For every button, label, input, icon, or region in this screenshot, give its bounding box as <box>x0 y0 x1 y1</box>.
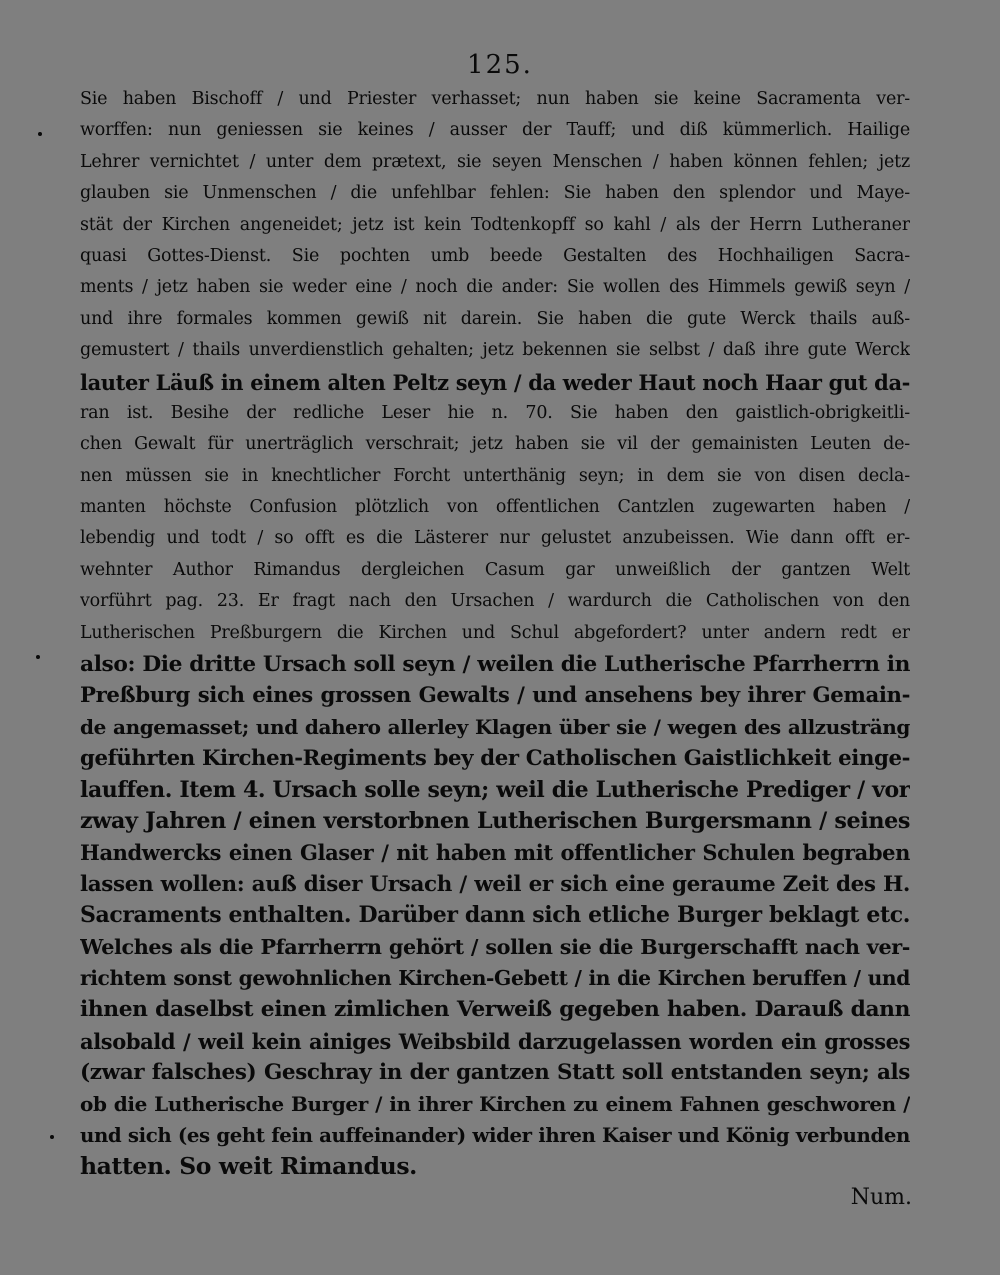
text-line: Lutherischen Preßburgern die Kirchen und Schul abgefordert? unter andern redt er <box>80 622 910 643</box>
text-line: alsobald / weil kein ainiges Weibsbild darzugelassen worden ein grosses <box>80 1028 910 1054</box>
page-number: 125. <box>467 50 533 80</box>
text-line: hatten. So weit Rimandus. <box>80 1152 417 1181</box>
text-line: nen müssen sie in knechtlicher Forcht unterthänig seyn; in dem sie von disen decla- <box>80 465 910 486</box>
text-line: ob die Lutherische Burger / in ihrer Kirchen zu einem Fahnen geschworen / <box>80 1091 910 1116</box>
text-line: chen Gewalt für unerträglich verschrait; jetz haben sie vil der gemainisten Leuten de- <box>80 434 910 455</box>
text-line: geführten Kirchen-Regiments bey der Catholischen Gaistlichkeit einge- <box>80 746 910 772</box>
text-line: wehnter Author Rimandus dergleichen Casum gar unweißlich der gantzen Welt <box>80 559 910 580</box>
margin-mark <box>38 132 42 136</box>
text-line: lassen wollen: auß diser Ursach / weil er sich eine geraume Zeit des H. <box>80 871 910 897</box>
text-line: Lehrer vernichtet / unter dem prætext, sie seyen Menschen / haben können fehlen; jetz <box>80 151 910 172</box>
text-line: Handwercks einen Glaser / nit haben mit offentlicher Schulen begraben <box>80 840 910 866</box>
text-line: ments / jetz haben sie weder eine / noch die ander: Sie wollen des Himmels gewiß seyn / <box>80 277 910 298</box>
text-line: de angemasset; und dahero allerley Klagen über sie / wegen des allzusträng <box>80 714 910 739</box>
text-line: und sich (es geht fein auffeinander) wider ihren Kaiser und König verbunden <box>80 1122 910 1147</box>
body-text <box>80 84 910 1183</box>
text-line: lauter Läuß in einem alten Peltz seyn / da weder Haut noch Haar gut da- <box>80 369 910 395</box>
text-line: quasi Gottes-Dienst. Sie pochten umb beede Gestalten des Hochhailigen Sacra- <box>80 245 910 266</box>
text-line: zway Jahren / einen verstorbnen Lutherischen Burgersmann / seines <box>80 807 910 834</box>
text-line: lebendig und todt / so offt es die Lästerer nur gelustet anzubeissen. Wie dann offt er- <box>80 528 910 549</box>
text-line: Sie haben Bischoff / und Priester verhasset; nun haben sie keine Sacramenta ver- <box>80 89 910 109</box>
text-line: gemustert / thails unverdienstlich gehalten; jetz bekennen sie selbst / daß ihre gute Werck <box>80 340 910 361</box>
text-line: Welches als die Pfarrherrn gehört / sollen sie die Burgerschafft nach ver- <box>80 934 910 959</box>
text-line: ihnen daselbst einen zimlichen Verweiß gegeben haben. Darauß dann <box>80 997 910 1023</box>
text-line: Preßburg sich eines grossen Gewalts / und ansehens bey ihrer Gemain- <box>80 683 910 709</box>
text-line: lauffen. Item 4. Ursach solle seyn; weil die Lutherische Prediger / vor <box>80 776 910 803</box>
catchword: Num. <box>850 1185 912 1210</box>
margin-mark <box>36 655 40 659</box>
text-line: stät der Kirchen angeneidet; jetz ist kein Todtenkopff so kahl / als der Herrn Lutheraner <box>80 214 910 235</box>
text-line: worffen: nun geniessen sie keines / ausser der Tauff; und diß kümmerlich. Hailige <box>80 120 910 141</box>
text-line: also: Die dritte Ursach soll seyn / weilen die Lutherische Pfarrherrn in <box>80 652 910 678</box>
text-line: vorführt pag. 23. Er fragt nach den Ursachen / wardurch die Catholischen von den <box>80 591 910 612</box>
text-line: (zwar falsches) Geschray in der gantzen Statt soll entstanden seyn; als <box>80 1060 910 1086</box>
text-line: manten höchste Confusion plötzlich von offentlichen Cantzlen zugewarten haben / <box>80 497 910 518</box>
text-line: ran ist. Besihe der redliche Leser hie n. 70. Sie haben den gaistlich-obrigkeitli- <box>80 402 910 423</box>
text-line: und ihre formales kommen gewiß nit darein. Sie haben die gute Werck thails auß- <box>80 308 910 329</box>
margin-mark <box>50 1135 54 1139</box>
text-line: richtem sonst gewohnlichen Kirchen-Gebett / in die Kirchen beruffen / und <box>80 965 910 990</box>
text-line: glauben sie Unmenschen / die unfehlbar fehlen: Sie haben den splendor und Maye- <box>80 183 910 204</box>
text-line: Sacraments enthalten. Darüber dann sich etliche Burger beklagt etc. <box>80 902 910 929</box>
